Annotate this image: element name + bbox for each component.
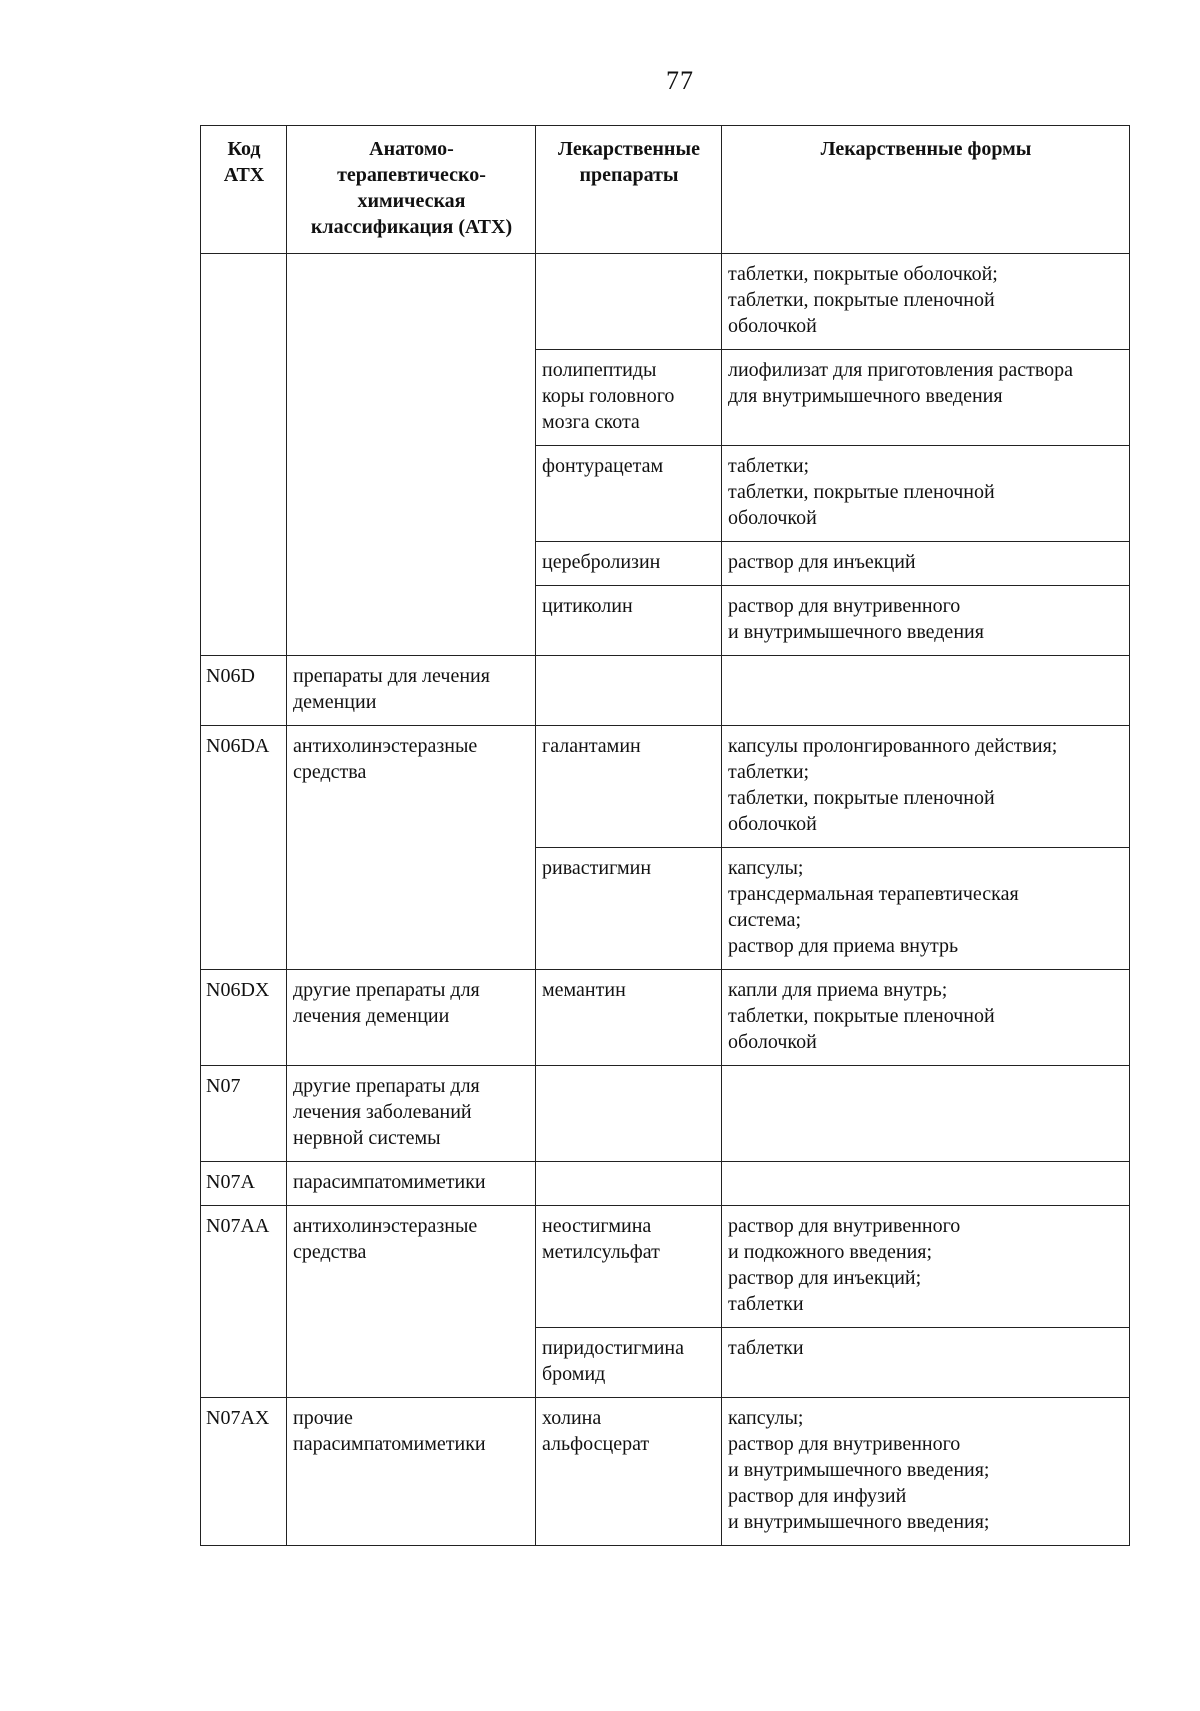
dosage-forms-cell: раствор для инъекций (722, 542, 1130, 586)
dosage-forms-cell: таблетки; таблетки, покрытые пленочной оболочкой (722, 446, 1130, 542)
dosage-forms-cell: капли для приема внутрь; таблетки, покрытые пленочной оболочкой (722, 970, 1130, 1066)
classification-cell: антихолинэстеразные средства (287, 726, 536, 848)
header-drugs: Лекарственные препараты (536, 126, 722, 254)
dosage-forms-cell: капсулы; трансдермальная терапевтическая система; раствор для приема внутрь (722, 848, 1130, 970)
drug-cell (536, 1066, 722, 1162)
classification-cell (287, 542, 536, 586)
atx-code-cell (201, 254, 287, 350)
drug-cell (536, 656, 722, 726)
table-row (201, 542, 1130, 586)
page-number: 77 (666, 66, 694, 95)
dosage-forms-cell: раствор для внутривенного и внутримышечного введения (722, 586, 1130, 656)
table-row (201, 970, 1130, 1066)
dosage-forms-cell: таблетки, покрытые оболочкой; таблетки, покрытые пленочной оболочкой (722, 254, 1130, 350)
table-row (201, 586, 1130, 656)
table-row (201, 726, 1130, 848)
dosage-forms-cell (722, 1162, 1130, 1206)
dosage-forms-cell: таблетки (722, 1328, 1130, 1398)
classification-cell (287, 254, 536, 350)
atx-code-cell (201, 446, 287, 542)
drug-cell: пиридостигмина бромид (536, 1328, 722, 1398)
dosage-forms-cell: капсулы пролонгированного действия; таблетки; таблетки, покрытые пленочной оболочкой (722, 726, 1130, 848)
dosage-forms-cell: лиофилизат для приготовления раствора для внутримышечного введения (722, 350, 1130, 446)
atx-code-cell (201, 1328, 287, 1398)
drug-cell: мемантин (536, 970, 722, 1066)
classification-cell (287, 446, 536, 542)
atx-code-cell (201, 542, 287, 586)
header-row (201, 126, 1130, 254)
classification-cell (287, 586, 536, 656)
table-row (201, 350, 1130, 446)
table-row (201, 1066, 1130, 1162)
classification-cell: другие препараты для лечения заболеваний нервной системы (287, 1066, 536, 1162)
atx-code-cell: N06DA (201, 726, 287, 848)
classification-cell: антихолинэстеразные средства (287, 1206, 536, 1328)
dosage-forms-cell (722, 1066, 1130, 1162)
table-header (201, 126, 1130, 254)
drug-cell: фонтурацетам (536, 446, 722, 542)
dosage-forms-cell: раствор для внутривенного и подкожного введения; раствор для инъекций; таблетки (722, 1206, 1130, 1328)
header-dosage-forms: Лекарственные формы (722, 126, 1130, 254)
classification-cell: парасимпатомиметики (287, 1162, 536, 1206)
drug-cell (536, 254, 722, 350)
drug-cell: неостигмина метилсульфат (536, 1206, 722, 1328)
table-row (201, 1162, 1130, 1206)
classification-cell: другие препараты для лечения деменции (287, 970, 536, 1066)
classification-cell: препараты для лечения деменции (287, 656, 536, 726)
header-classification: Анатомо- терапевтическо- химическая классификация (АТХ) (287, 126, 536, 254)
classification-cell: прочие парасимпатомиметики (287, 1398, 536, 1546)
table-row (201, 1328, 1130, 1398)
classification-cell (287, 848, 536, 970)
table-body (201, 254, 1130, 1546)
atx-code-cell: N06D (201, 656, 287, 726)
drug-cell: церебролизин (536, 542, 722, 586)
atx-code-cell: N07AX (201, 1398, 287, 1546)
dosage-forms-cell: капсулы; раствор для внутривенного и внутримышечного введения; раствор для инфузий и внутримышечного введения; (722, 1398, 1130, 1546)
table-row (201, 1398, 1130, 1546)
header-atx-code: Код АТХ (201, 126, 287, 254)
atx-code-cell: N06DX (201, 970, 287, 1066)
drug-cell: галантамин (536, 726, 722, 848)
atx-code-cell (201, 350, 287, 446)
drug-cell: ривастигмин (536, 848, 722, 970)
drug-cell: холина альфосцерат (536, 1398, 722, 1546)
drug-cell: цитиколин (536, 586, 722, 656)
atx-drug-table (200, 125, 1130, 1546)
table-row (201, 446, 1130, 542)
atx-code-cell: N07 (201, 1066, 287, 1162)
drug-cell: полипептиды коры головного мозга скота (536, 350, 722, 446)
classification-cell (287, 350, 536, 446)
atx-code-cell (201, 586, 287, 656)
atx-code-cell (201, 848, 287, 970)
table-row (201, 656, 1130, 726)
classification-cell (287, 1328, 536, 1398)
atx-code-cell: N07A (201, 1162, 287, 1206)
table-row (201, 848, 1130, 970)
drug-cell (536, 1162, 722, 1206)
dosage-forms-cell (722, 656, 1130, 726)
table-row (201, 254, 1130, 350)
atx-code-cell: N07AA (201, 1206, 287, 1328)
table-row (201, 1206, 1130, 1328)
